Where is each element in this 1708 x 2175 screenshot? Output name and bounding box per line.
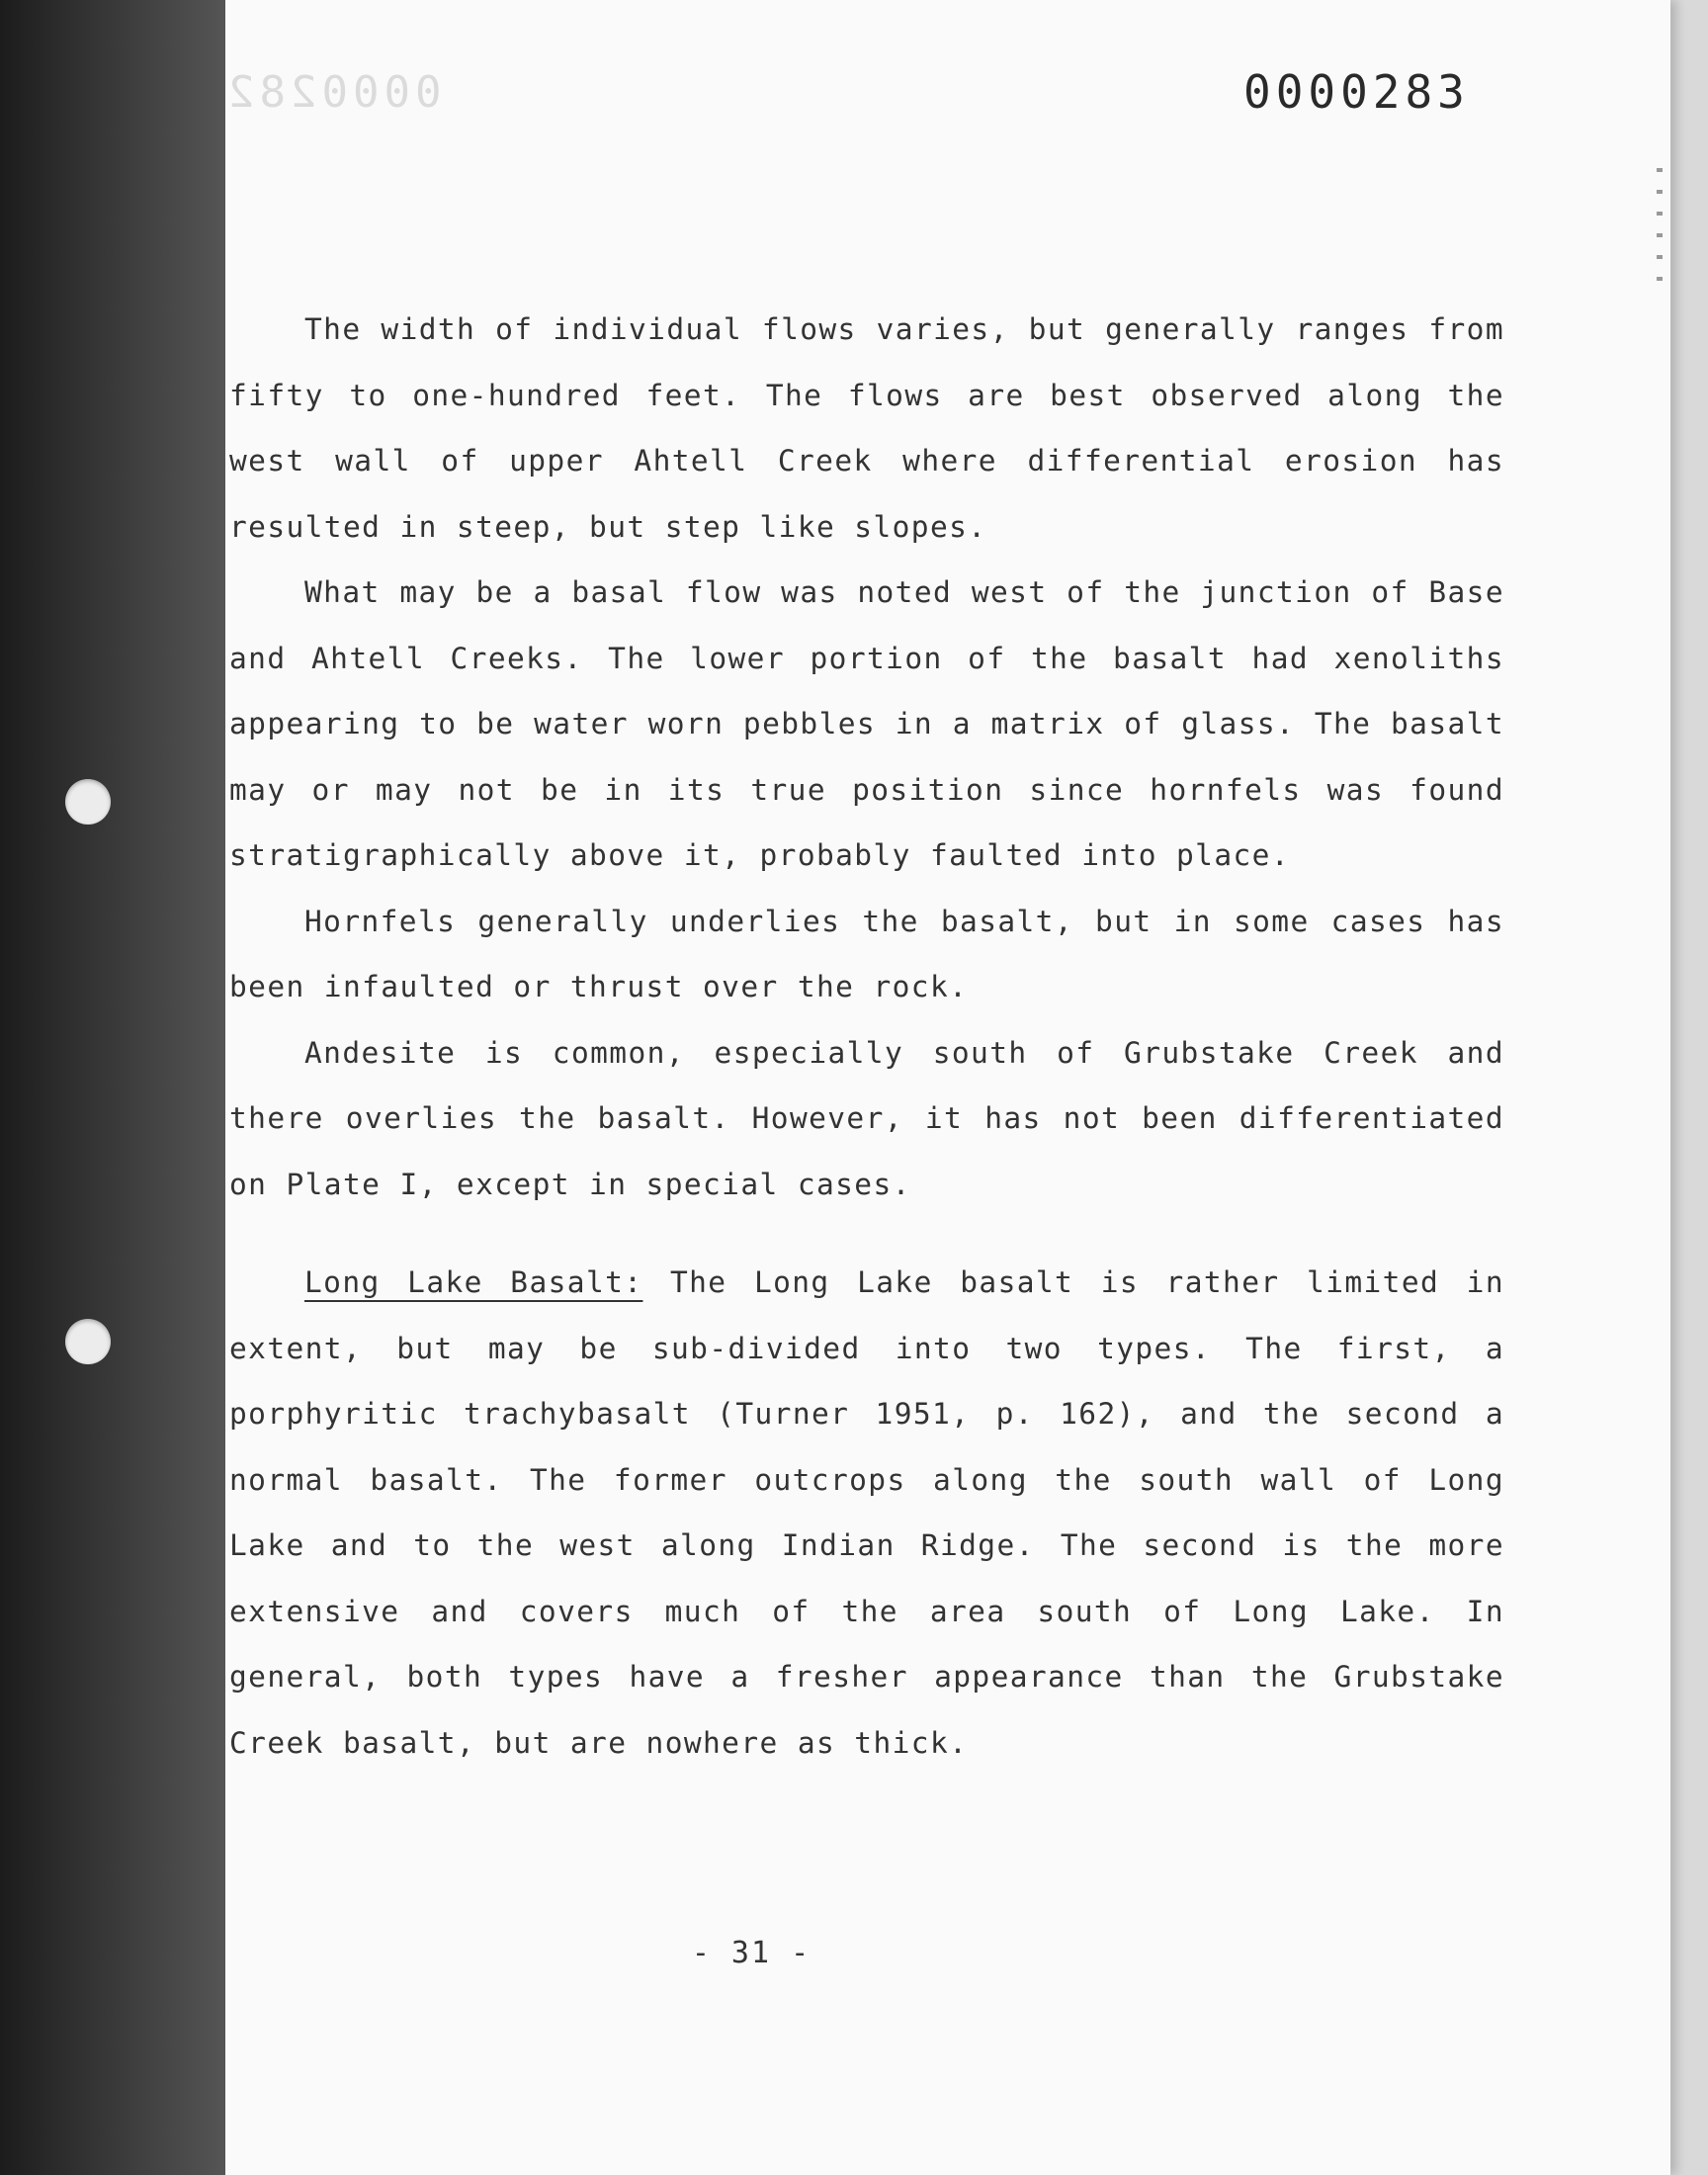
binding-strip — [0, 0, 225, 2175]
paragraph-long-lake-basalt — [229, 1250, 1504, 1776]
edge-marks — [1657, 168, 1663, 297]
document-number: 0000283 — [1243, 65, 1470, 119]
paragraph-andesite: Andesite is common, especially south of Grubstake Creek and there overlies the basalt. However, it has not been differentiated on Plate I, except in special cases. — [229, 1035, 1504, 1201]
bleed-through-stamp: 0000282 — [223, 67, 442, 118]
page-number: - 31 - — [691, 1936, 811, 1970]
punch-hole-bottom — [65, 1319, 111, 1364]
paragraph-flow-width: The width of individual flows varies, but generally ranges from fifty to one-hundred feet. The flows are best observed along the west wall of upper Ahtell Creek where differential erosion has resulted in steep, but step like slopes. — [229, 312, 1504, 544]
section-text: The Long Lake basalt is rather limited in extent, but may be sub-divided into two types. The first, a porphyritic trachybasalt (Turner 1951, p. 162), and the second a normal basalt. The former outcrops along the south wall of Long Lake and to the west along Indian Ridge. The second is the more extensive and covers much of the area south of Long Lake. In general, both types have a fresher appearance than the Grubstake Creek basalt, but are nowhere as thick. — [229, 1265, 1504, 1760]
punch-hole-top — [65, 779, 111, 825]
paragraph-hornfels: Hornfels generally underlies the basalt, but in some cases has been infaulted or thrust over the rock. — [229, 904, 1504, 1003]
paragraph-basal-flow: What may be a basal flow was noted west of the junction of Base and Ahtell Creeks. The lower portion of the basalt had xenoliths appearing to be water worn pebbles in a matrix of glass. The basalt may or may not be in its true position since hornfels was found stratigraphically above it, probably faulted into place. — [229, 575, 1504, 872]
section-heading: Long Lake Basalt: — [304, 1265, 643, 1299]
body-text — [229, 297, 1504, 1776]
